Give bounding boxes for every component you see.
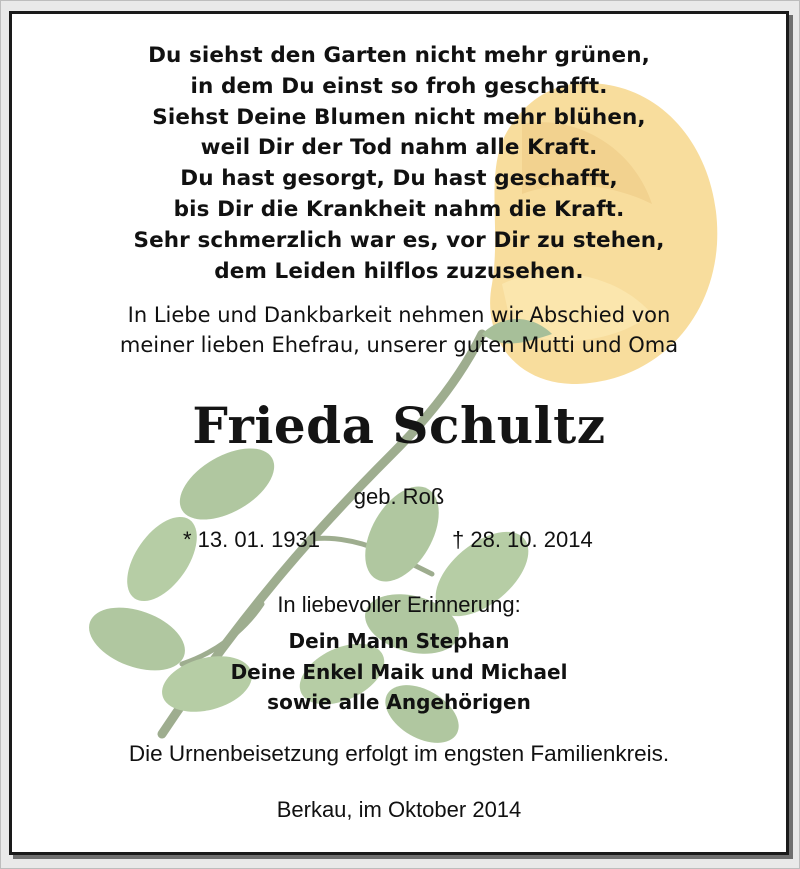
poem-line: weil Dir der Tod nahm alle Kraft. xyxy=(200,135,598,161)
farewell-intro xyxy=(12,300,786,360)
deceased-name: Frieda Schultz xyxy=(192,396,606,455)
poem-line: Du hast gesorgt, Du hast geschafft, xyxy=(180,166,618,192)
intro-line: In Liebe und Dankbarkeit nehmen wir Abschied von xyxy=(127,303,671,327)
memory-line: In liebevoller Erinnerung: xyxy=(277,592,521,617)
intro-line: meiner lieben Ehefrau, unserer guten Mutti und Oma xyxy=(119,333,679,357)
mourner-line: sowie alle Angehörigen xyxy=(267,690,531,714)
maiden-name: geb. Roß xyxy=(353,484,445,509)
mourner-line: Dein Mann Stephan xyxy=(288,629,510,653)
poem-line: in dem Du einst so froh geschafft. xyxy=(190,73,608,99)
obituary-card xyxy=(9,11,789,855)
birth-date: * 13. 01. 1931 xyxy=(183,527,321,552)
poem-line: Sehr schmerzlich war es, vor Dir zu stehen, xyxy=(133,227,665,253)
place-date: Berkau, im Oktober 2014 xyxy=(276,797,522,822)
burial-note: Die Urnenbeisetzung erfolgt im engsten Familienkreis. xyxy=(128,741,670,766)
poem xyxy=(12,41,786,287)
poem-line: Du siehst den Garten nicht mehr grünen, xyxy=(148,43,650,68)
poem-line: dem Leiden hilflos zuzusehen. xyxy=(214,258,584,284)
mourners xyxy=(12,626,786,718)
mourner-line: Deine Enkel Maik und Michael xyxy=(230,659,568,684)
life-dates xyxy=(12,524,786,556)
poem-line: Siehst Deine Blumen nicht mehr blühen, xyxy=(152,104,646,130)
death-date: † 28. 10. 2014 xyxy=(452,527,593,552)
poem-line: bis Dir die Krankheit nahm die Kraft. xyxy=(173,196,625,222)
